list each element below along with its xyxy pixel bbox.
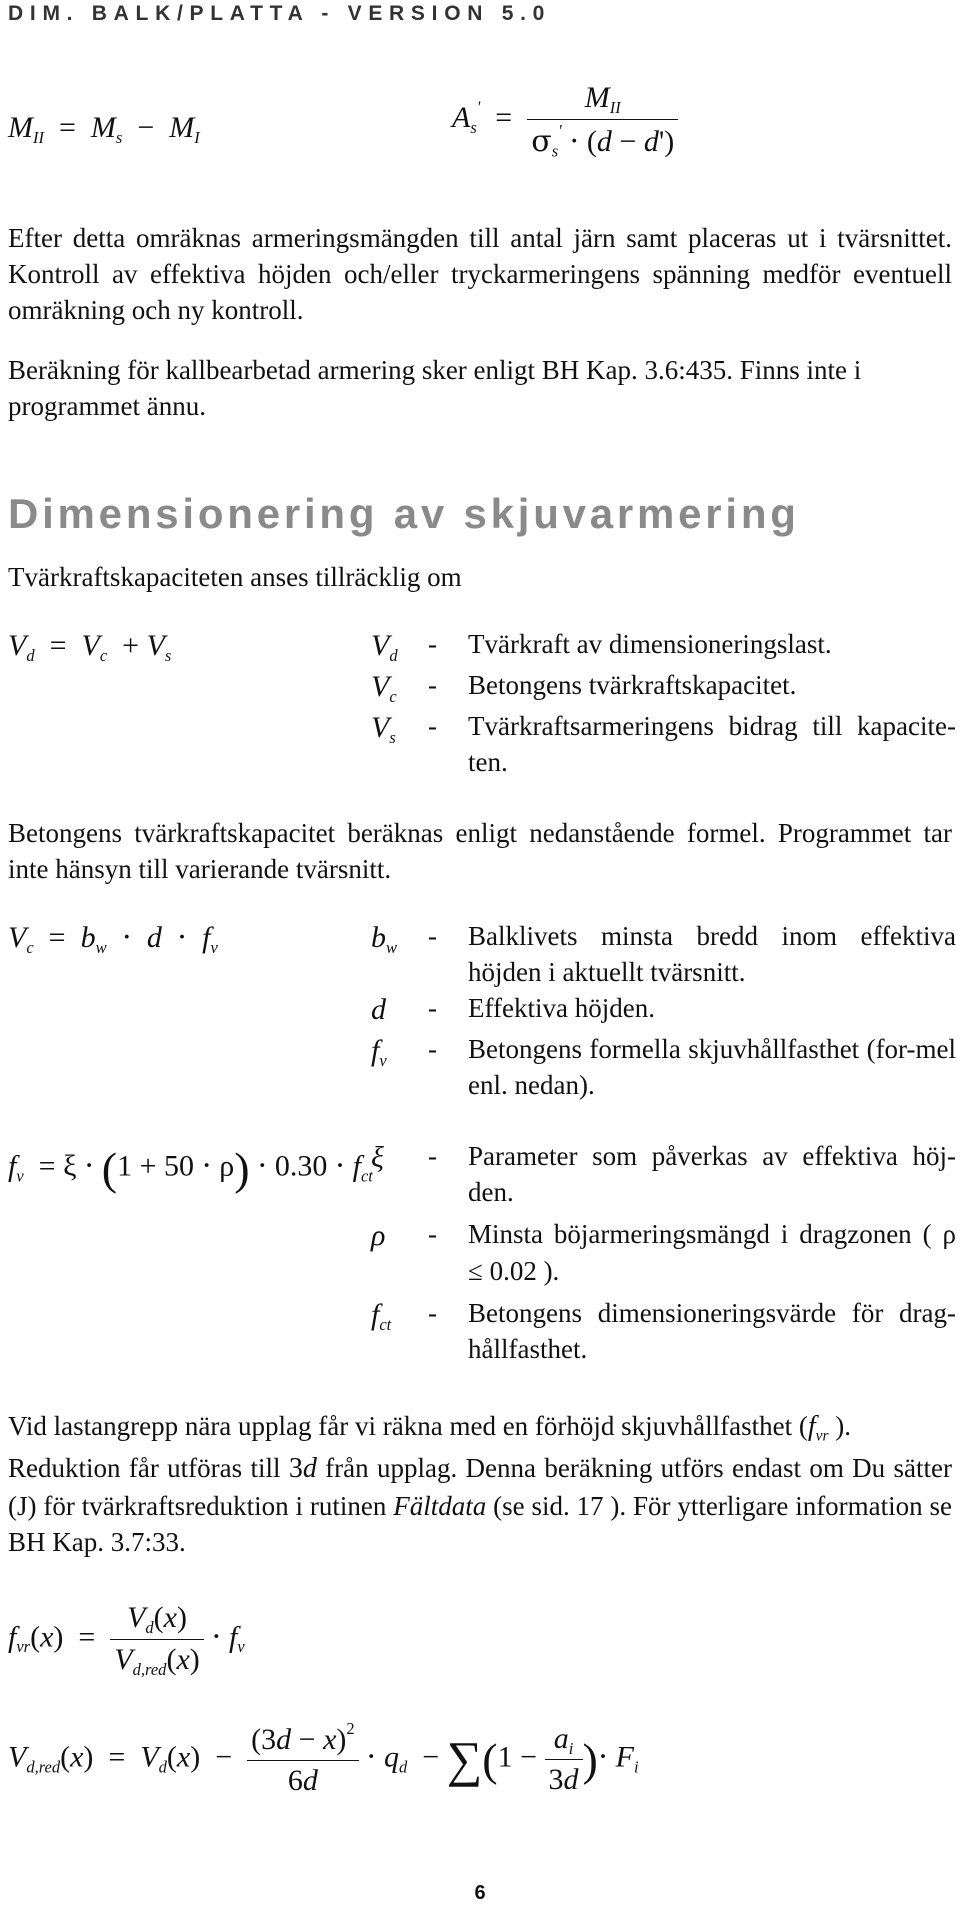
definitions-fv bbox=[371, 1138, 956, 1367]
formula-vd: $V_d = V_c + V_s$ bbox=[8, 629, 172, 665]
definition-symbol: $f_v$ bbox=[371, 1034, 387, 1070]
definition-row: ρ - Minsta böjarmeringsmängd i dragzonen ( ρ ≤ 0.02 ). bbox=[371, 1216, 956, 1288]
definition-text: Minsta böjarmeringsmängd i dragzonen ( ρ ≤ 0.02 ). bbox=[468, 1219, 956, 1286]
formula-m-ii: $M_{II} = M_s - M_I$ bbox=[8, 111, 200, 147]
definition-row: $b_w$ - Balklivets minsta bredd inom effektiva höjden i aktuellt tvärsnitt. bbox=[371, 918, 956, 990]
definition-row: $V_d$ - Tvärkraft av dimensioneringslast. bbox=[371, 626, 956, 667]
running-head: DIM. BALK/PLATTA - VERSION 5.0 bbox=[8, 2, 552, 25]
definitions-vd bbox=[371, 626, 956, 780]
definition-symbol: ρ bbox=[371, 1219, 386, 1253]
paragraph-cold-worked: Beräkning för kallbearbetad armering sker enligt BH Kap. 3.6:435. Finns inte i programmet ännu. bbox=[8, 355, 862, 422]
paragraph-support-line1: Vid lastangrepp nära upplag får vi räkna med en förhöjd skjuvhållfasthet ($f_{vr}$ ). bbox=[8, 1411, 851, 1445]
definition-row: $V_s$ - Tvärkraftsarmeringens bidrag till kapacite-ten. bbox=[371, 708, 956, 780]
definition-row: $V_c$ - Betongens tvärkraftskapacitet. bbox=[371, 667, 956, 708]
definition-symbol: $V_s$ bbox=[371, 710, 396, 747]
definition-row: d - Effektiva höjden. bbox=[371, 990, 956, 1031]
definition-symbol: $b_w$ bbox=[371, 921, 398, 957]
definition-text: Tvärkraftsarmeringens bidrag till kapacite-ten. bbox=[468, 710, 956, 777]
definition-symbol: $V_d$ bbox=[371, 629, 398, 665]
paragraph-after-formulas: Efter detta omräknas armeringsmängden till antal järn samt placeras ut i tvärsnittet. Kontroll av effektiva höjden och/eller tryckarmeringens spänning medför eventuell omräkning och ny kontroll. bbox=[8, 223, 952, 326]
formula-vd-red: $V_{d,red}(x) = V_d(x)$ − $\frac{(3d - x)^2}{6d}$ ⋅ $q_d - \sum(1$ − $\frac{a_i}{3d}$ )⋅ $F_i$ bbox=[8, 1719, 639, 1798]
definition-row: $f_v$ - Betongens formella skjuvhållfasthet (for-mel enl. nedan). bbox=[371, 1031, 956, 1103]
definitions-vc bbox=[371, 918, 956, 1104]
formula-fvr: $f_{vr}(x)$ = $\frac{V_d(x)}{V_{d,red}(x)}$ ⋅ $f_v$ bbox=[8, 1598, 245, 1681]
definition-text: Parameter som påverkas av effektiva höj-den. bbox=[468, 1141, 956, 1208]
formula-fv: $f_v = \xi \cdot (1 + 50 \cdot \rho) \cdot 0.30 \cdot f_{ct}$ bbox=[8, 1143, 373, 1194]
definition-text: Betongens tvärkraftskapacitet. bbox=[468, 669, 797, 700]
definition-symbol: $f_{ct}$ bbox=[371, 1297, 392, 1334]
definition-text: Betongens dimensioneringsvärde för drag-hållfasthet. bbox=[468, 1297, 956, 1364]
definition-symbol: $V_c$ bbox=[371, 669, 397, 706]
page-number: 6 bbox=[474, 1882, 486, 1904]
paragraph-support-reduction: Reduktion får utföras till 3d från upplag. Denna beräkning utförs endast om Du sätter (J) för tvärkraftsreduktion i rutinen Fältdata (se sid. 17 ). För ytterligare information se BH Kap. 3.7:33. bbox=[8, 1453, 953, 1557]
definition-symbol: ξ bbox=[371, 1141, 384, 1174]
section-intro: Tvärkraftskapaciteten anses tillräcklig om bbox=[8, 562, 462, 592]
definition-row: $f_{ct}$ - Betongens dimensioneringsvärde för drag-hållfasthet. bbox=[371, 1295, 956, 1367]
definition-row: ξ - Parameter som påverkas av effektiva höj-den. bbox=[371, 1138, 956, 1210]
formula-vc: $V_c = b_w \cdot d \cdot f_v$ bbox=[8, 921, 218, 957]
definition-text: Balklivets minsta bredd inom effektiva höjden i aktuellt tvärsnitt. bbox=[468, 921, 956, 988]
paragraph-vc: Betongens tvärkraftskapacitet beräknas enligt nedanstående formel. Programmet tar inte hänsyn till varierande tvärsnitt. bbox=[8, 818, 952, 885]
definition-symbol: d bbox=[371, 993, 386, 1027]
routine-name: Fältdata bbox=[393, 1490, 487, 1521]
definition-text: Effektiva höjden. bbox=[468, 993, 655, 1024]
formula-as-prime: $A_s'$ = $\frac{M_{II}}{\sigma_s' \cdot (d - d')}$ bbox=[452, 78, 678, 163]
section-heading: Dimensionering av skjuvarmering bbox=[8, 490, 800, 537]
definition-text: Betongens formella skjuvhållfasthet (for-mel enl. nedan). bbox=[468, 1034, 956, 1101]
definition-text: Tvärkraft av dimensioneringslast. bbox=[468, 629, 832, 659]
